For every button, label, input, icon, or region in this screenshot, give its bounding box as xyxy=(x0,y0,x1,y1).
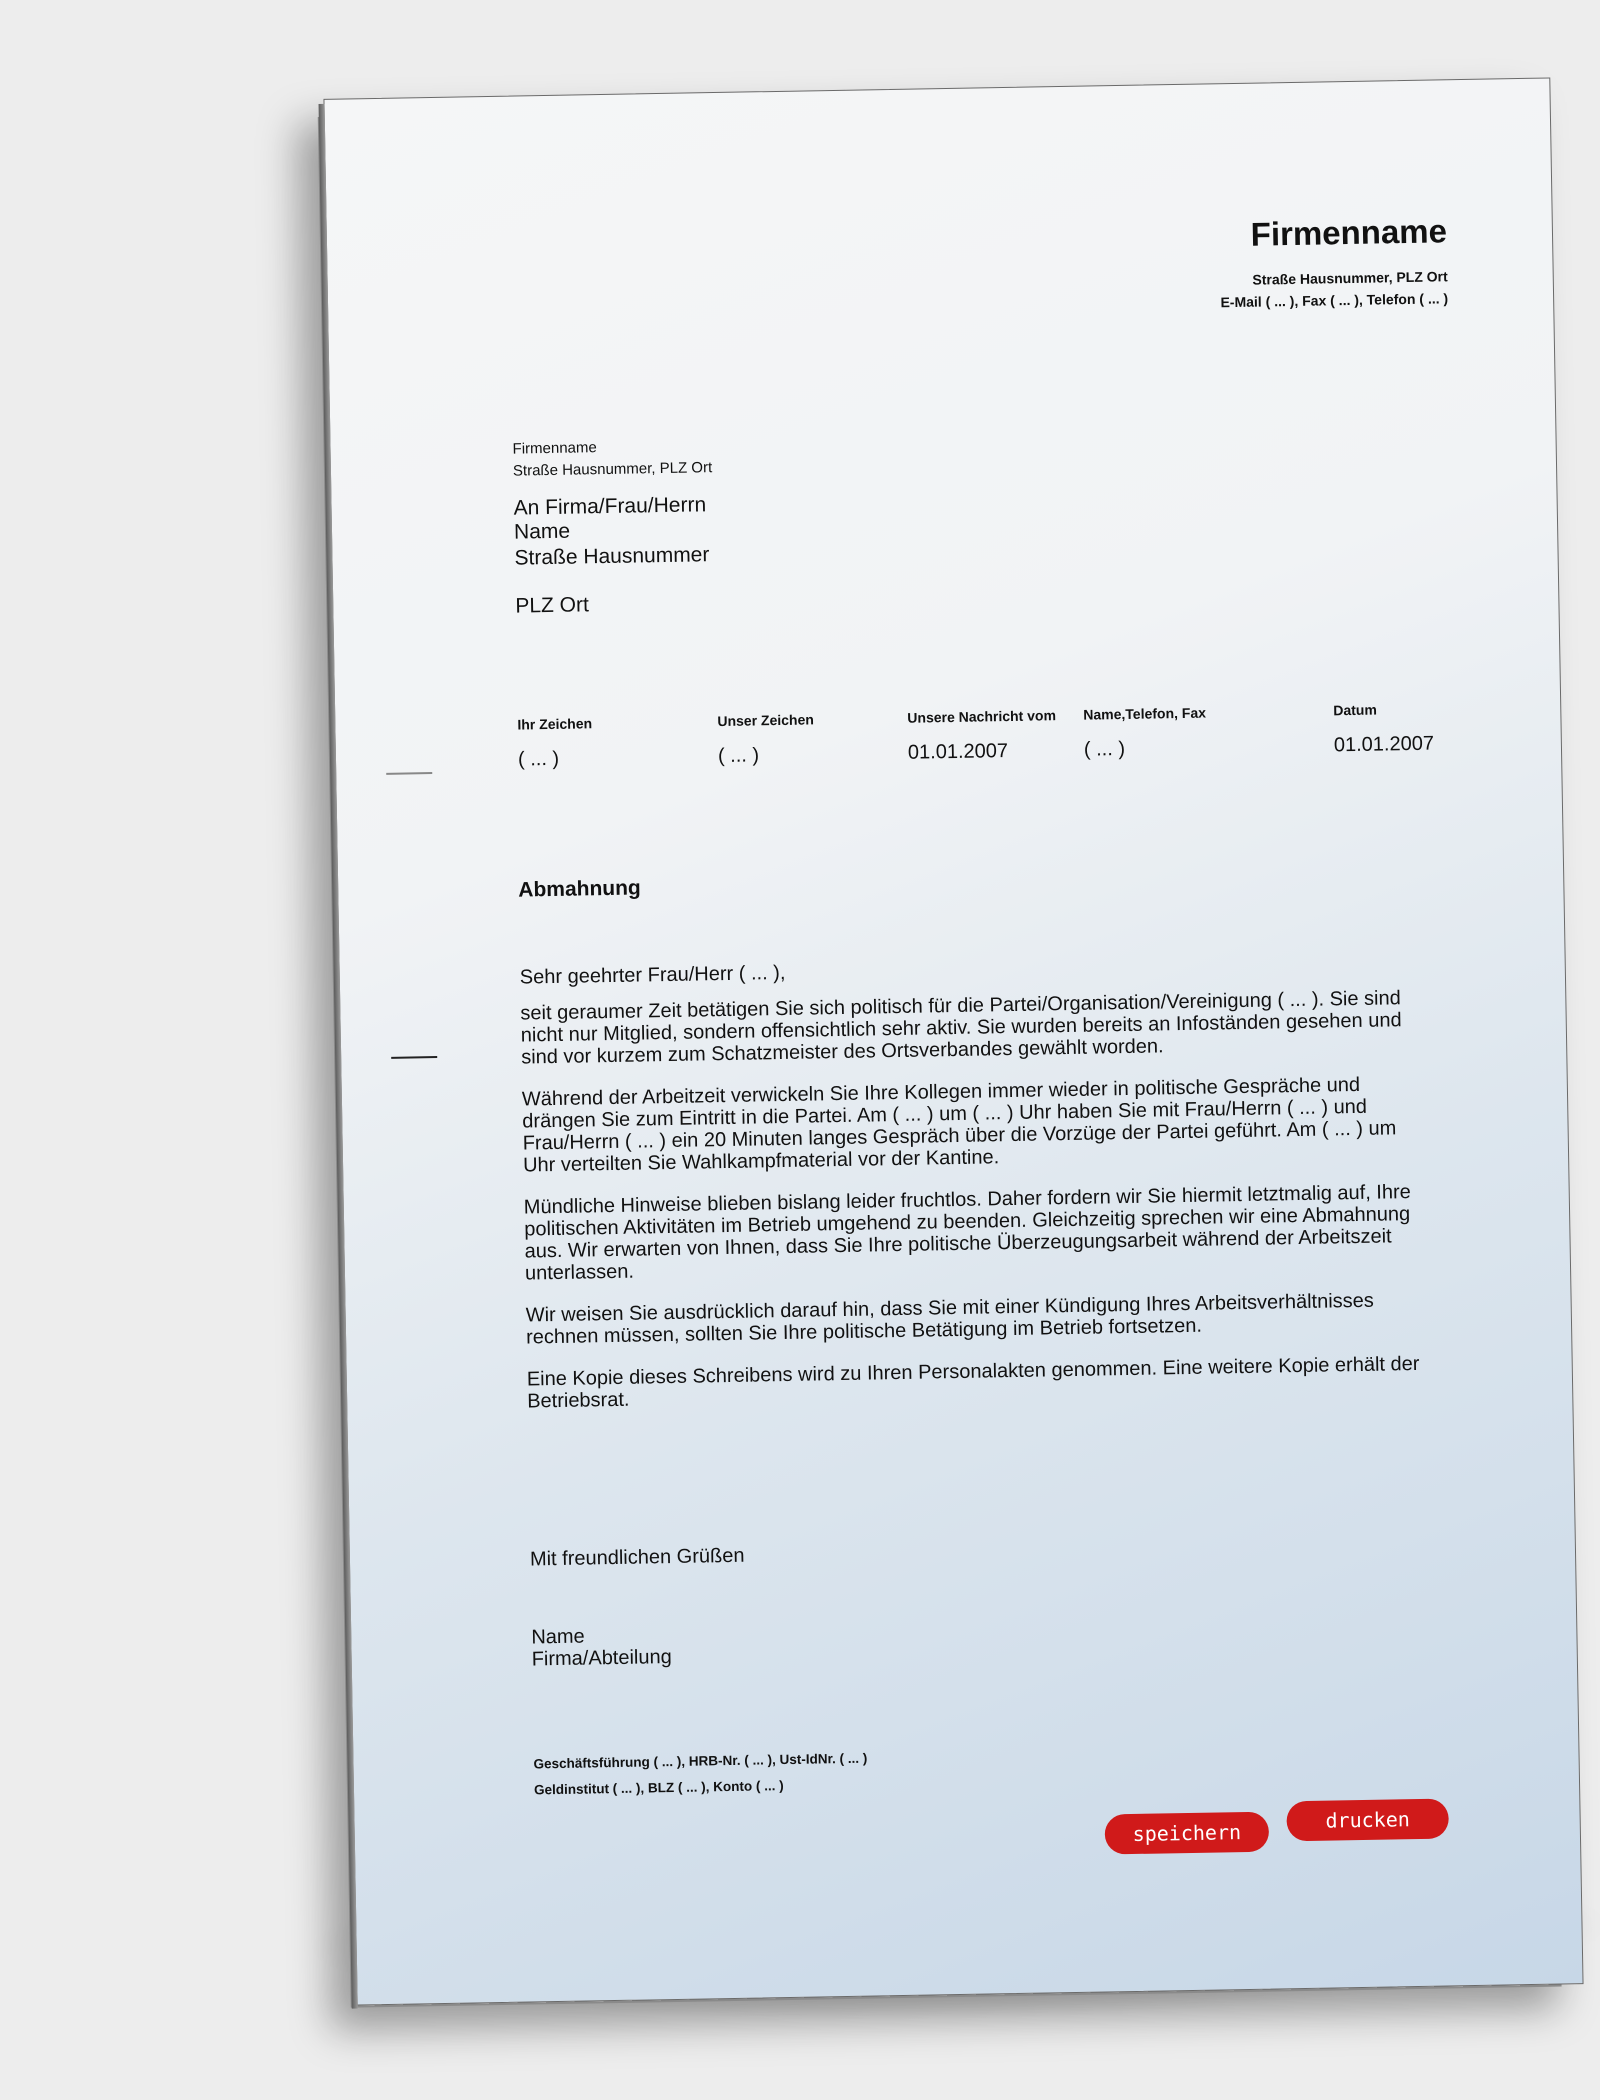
recipient-line1: An Firma/Frau/Herrn xyxy=(513,493,707,520)
letter-body xyxy=(520,951,1428,1433)
body-paragraph: Eine Kopie dieses Schreibens wird zu Ihren Personalakten genommen. Eine weitere Kopie erhält der Betriebsrat. xyxy=(526,1352,1420,1413)
ref-value-ihr-zeichen: ( ... ) xyxy=(517,747,560,771)
ref-value-nachricht-vom: 01.01.2007 xyxy=(907,740,1009,764)
save-button[interactable]: speichern xyxy=(1105,1812,1270,1855)
letterhead-company: Firmenname xyxy=(1250,212,1448,253)
footer-line2: Geldinstitut ( ... ), BLZ ( ... ), Konto ( ... ) xyxy=(533,1778,784,1798)
recipient-name: Name xyxy=(513,519,571,544)
letter-page xyxy=(323,77,1583,2005)
ref-value-name-telefon-fax: ( ... ) xyxy=(1083,737,1126,761)
ref-label-datum: Datum xyxy=(1333,701,1377,719)
letterhead-address: Straße Hausnummer, PLZ Ort xyxy=(1252,268,1448,288)
ref-label-unser-zeichen: Unser Zeichen xyxy=(717,711,814,730)
fold-mark-middle xyxy=(391,1056,437,1059)
ref-label-ihr-zeichen: Ihr Zeichen xyxy=(517,715,593,733)
body-paragraph: Mündliche Hinweise blieben bislang leider fruchtlos. Daher fordern wir Sie hiermit letztmalig auf, Ihre politischen Aktivitäten im Betrieb umgehend zu beenden. Gleichzeitig sprechen wir eine Abmahnung aus. Wir erwarten von Ihnen, dass Sie Ihre politische Überzeugungsarbeit während der Arbeitszeit unterlassen. xyxy=(523,1181,1411,1285)
recipient-city: PLZ Ort xyxy=(515,593,590,618)
signature-name: Name xyxy=(531,1625,585,1649)
print-button[interactable]: drucken xyxy=(1286,1798,1449,1841)
closing: Mit freundlichen Grüßen xyxy=(529,1544,745,1571)
signature-department: Firma/Abteilung xyxy=(531,1646,672,1671)
ref-value-unser-zeichen: ( ... ) xyxy=(717,744,760,768)
sender-company: Firmenname xyxy=(512,439,597,458)
footer-line1: Geschäftsführung ( ... ), HRB-Nr. ( ... ), Ust-IdNr. ( ... ) xyxy=(533,1750,868,1772)
ref-label-nachricht-vom: Unsere Nachricht vom xyxy=(907,707,1057,726)
body-paragraph: Wir weisen Sie ausdrücklich darauf hin, dass Sie mit einer Kündigung Ihres Arbeitsverhältnisses rechnen müssen, sollten Sie Ihre politische Betätigung im Betrieb fortsetzen. xyxy=(525,1289,1374,1349)
body-paragraph: seit geraumer Zeit betätigen Sie sich politisch für die Partei/Organisation/Vereinigung ( ... ). Sie sind nicht nur Mitglied, sondern offensichtlich sehr aktiv. Sie wurden bereits an Infoständen gesehen und sind vor kurzem zum Schatzmeister des Ortsverbandes gewählt worden. xyxy=(520,987,1402,1069)
ref-label-name-telefon-fax: Name,Telefon, Fax xyxy=(1083,704,1207,723)
letterhead-contact: E-Mail ( ... ), Fax ( ... ), Telefon ( ... ) xyxy=(1220,290,1449,311)
subject-line: Abmahnung xyxy=(518,876,641,902)
ref-value-datum: 01.01.2007 xyxy=(1333,732,1435,757)
fold-mark-top xyxy=(386,772,432,775)
sender-address: Straße Hausnummer, PLZ Ort xyxy=(512,459,713,480)
salutation: Sehr geehrter Frau/Herr ( ... ), xyxy=(519,961,786,989)
body-paragraph: Während der Arbeitzeit verwickeln Sie Ihre Kollegen immer wieder in politische Gespräche und drängen Sie zum Eintritt in die Partei. Am ( ... ) um ( ... ) Uhr haben Sie mit Frau/Herrn ( ... ) und Frau/Herrn ( ... ) ein 20 Minuten langes Gespräch über die Vorzüge der Partei geführt. Am ( ... ) um Uhr verteilten Sie Wahlkampfmaterial vor der Kantine. xyxy=(521,1073,1397,1177)
recipient-street: Straße Hausnummer xyxy=(514,543,710,570)
